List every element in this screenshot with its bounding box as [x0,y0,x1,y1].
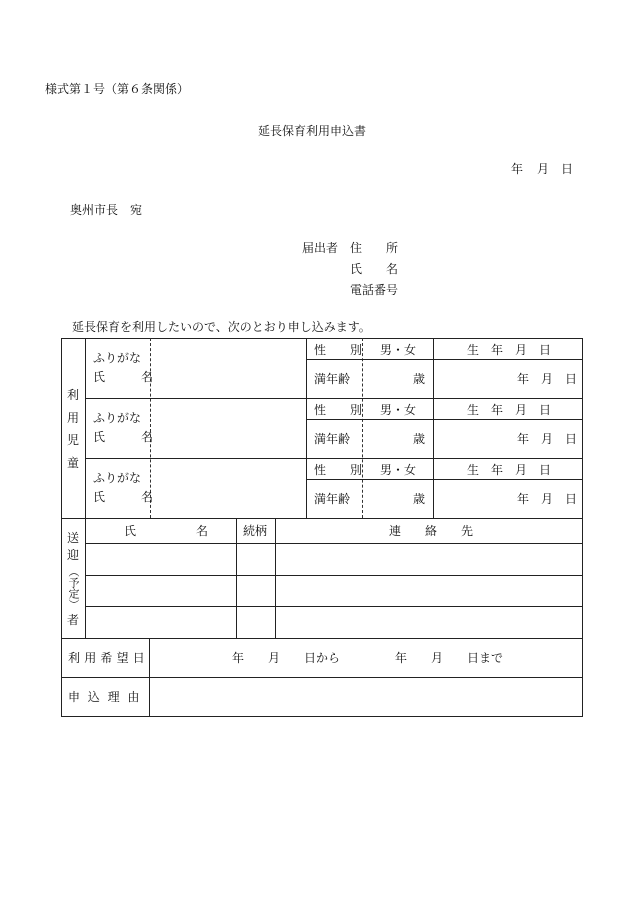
sex-options[interactable]: 男・女 [380,463,417,477]
birth-label: 生 年 月 日 [467,463,552,477]
furigana-label: ふりがな [93,411,142,425]
birth-date-field[interactable]: 年 月 日 [517,432,578,446]
period-to[interactable]: 年 月 日まで [395,651,504,665]
escort-col-contact: 連 絡 先 [389,524,474,538]
form-title: 延長保育利用申込書 [258,124,367,138]
reason-label: 申込理由 [68,690,148,704]
birth-label: 生 年 月 日 [467,403,552,417]
furigana-label: ふりがな [93,351,142,365]
sex-options[interactable]: 男・女 [380,403,417,417]
reason-field[interactable] [151,679,581,715]
date-year-label: 年 [511,162,524,176]
age-label: 満年齢 [314,372,351,386]
age-unit: 歳 [413,432,426,446]
intro-text: 延長保育を利用したいので、次のとおり申し込みます。 [72,320,371,334]
addressee: 奥州市長 宛 [70,203,143,217]
age-label: 満年齢 [314,432,351,446]
child-name-field[interactable] [152,460,304,516]
children-side-label: 利 用 児 童 [66,388,79,470]
escort-col-relation: 続柄 [243,524,268,538]
child-name-label: 氏 名 [93,490,154,504]
birth-date-field[interactable]: 年 月 日 [517,372,578,386]
period-label: 利用希望日 [68,651,150,665]
applicant-label: 届出者 [302,241,339,255]
child-name-label: 氏 名 [93,430,154,444]
date-day-label: 日 [561,162,574,176]
escort-row-3[interactable] [86,608,582,637]
escort-side-label: 送 迎 （予定） 者 [66,531,80,627]
applicant-phone-label: 電話番号 [350,283,399,297]
date-month-label: 月 [537,162,550,176]
furigana-label: ふりがな [93,471,142,485]
escort-row-2[interactable] [86,577,582,605]
child-name-field[interactable] [152,340,304,396]
age-unit: 歳 [413,372,426,386]
sex-label: 性 別 [314,403,363,417]
form-number: 様式第１号（第６条関係） [45,82,190,96]
child-name-field[interactable] [152,400,304,456]
period-from[interactable]: 年 月 日から [232,651,341,665]
applicant-name-label: 氏 名 [350,262,399,276]
applicant-address-label: 住 所 [350,241,399,255]
sex-options[interactable]: 男・女 [380,343,417,357]
escort-row-1[interactable] [86,545,582,574]
age-label: 満年齢 [314,492,351,506]
birth-label: 生 年 月 日 [467,343,552,357]
child-name-label: 氏 名 [93,370,154,384]
sex-label: 性 別 [314,463,363,477]
sex-label: 性 別 [314,343,363,357]
age-unit: 歳 [413,492,426,506]
escort-col-name: 氏 名 [124,524,209,538]
birth-date-field[interactable]: 年 月 日 [517,492,578,506]
